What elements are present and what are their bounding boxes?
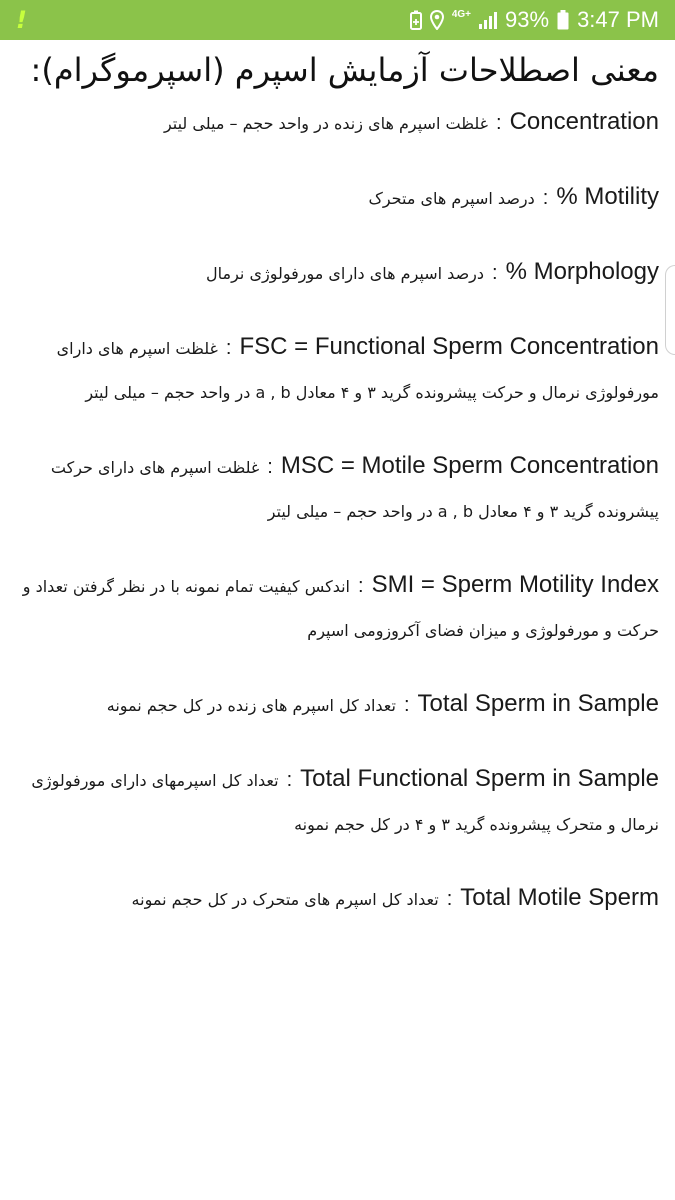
term-separator: : — [542, 187, 549, 209]
battery-icon — [557, 10, 569, 30]
term-separator: : — [446, 888, 453, 910]
term-name: Total Sperm in Sample — [417, 690, 659, 717]
term-name: Total Functional Sperm in Sample — [300, 765, 659, 792]
term-separator: : — [403, 694, 410, 716]
term-name: % Morphology — [505, 258, 659, 285]
battery-saver-icon — [410, 10, 422, 30]
term-name: % Motility — [556, 183, 659, 210]
term-entry — [18, 682, 659, 728]
term-separator: : — [358, 575, 364, 597]
term-entry — [18, 250, 659, 296]
term-definition: درصد اسپرم های دارای مورفولوژی نرمال — [206, 264, 485, 283]
notification-icon: ! — [16, 6, 27, 34]
page-title: معنی اصطلاحات آزمایش اسپرم (اسپرموگرام): — [30, 51, 659, 89]
term-definition: اندکس کیفیت تمام نمونه با در نظر گرفتن تعداد و حرکت و مورفولوژی و میزان فضای آکروزومی اسپرم — [22, 577, 659, 640]
scroll-handle[interactable] — [665, 265, 675, 355]
term-definition: تعداد کل اسپرمهای دارای مورفولوژی نرمال و متحرک پیشرونده گرید ۳ و ۴ در کل حجم نمونه — [31, 771, 659, 834]
term-definition: غلظت اسپرم های دارای مورفولوژی نرمال و حرکت پیشرونده گرید ۳ و ۴ معادل a , b در واحد حجم – میلی لیتر — [56, 339, 659, 402]
term-entry — [18, 876, 659, 922]
article-content — [18, 40, 659, 951]
term-entry — [18, 563, 659, 653]
status-icons — [410, 0, 659, 40]
term-entry — [18, 757, 659, 847]
term-entry — [18, 175, 659, 221]
network-type-label: 4G+ — [451, 9, 472, 20]
term-name: MSC = Motile Sperm Concentration — [280, 452, 659, 479]
clock-time: 3:47 PM — [577, 7, 659, 32]
term-separator: : — [286, 769, 293, 791]
location-icon — [430, 10, 444, 30]
term-entry — [18, 444, 659, 534]
term-definition: تعداد کل اسپرم های زنده در کل حجم نمونه — [106, 696, 396, 715]
term-entry — [18, 325, 659, 415]
term-name: Concentration — [509, 108, 659, 135]
term-separator: : — [225, 337, 232, 359]
term-name: FSC = Functional Sperm Concentration — [239, 333, 659, 360]
term-definition: غلظت اسپرم های زنده در واحد حجم – میلی لیتر — [163, 114, 488, 133]
term-definition: غلظت اسپرم های دارای حرکت پیشرونده گرید ۳ و ۴ معادل a , b در واحد حجم – میلی لیتر — [50, 458, 659, 521]
term-definition: درصد اسپرم های متحرک — [368, 189, 535, 208]
term-name: SMI = Sperm Motility Index — [371, 571, 659, 598]
term-separator: : — [492, 262, 498, 284]
term-definition: تعداد کل اسپرم های متحرک در کل حجم نمونه — [131, 890, 439, 909]
term-separator: : — [267, 456, 273, 478]
term-name: Total Motile Sperm — [460, 884, 659, 911]
battery-percent: 93% — [505, 7, 550, 32]
term-separator: : — [496, 112, 502, 134]
status-bar — [0, 0, 675, 40]
signal-icon — [479, 11, 497, 29]
term-entry — [18, 100, 659, 146]
